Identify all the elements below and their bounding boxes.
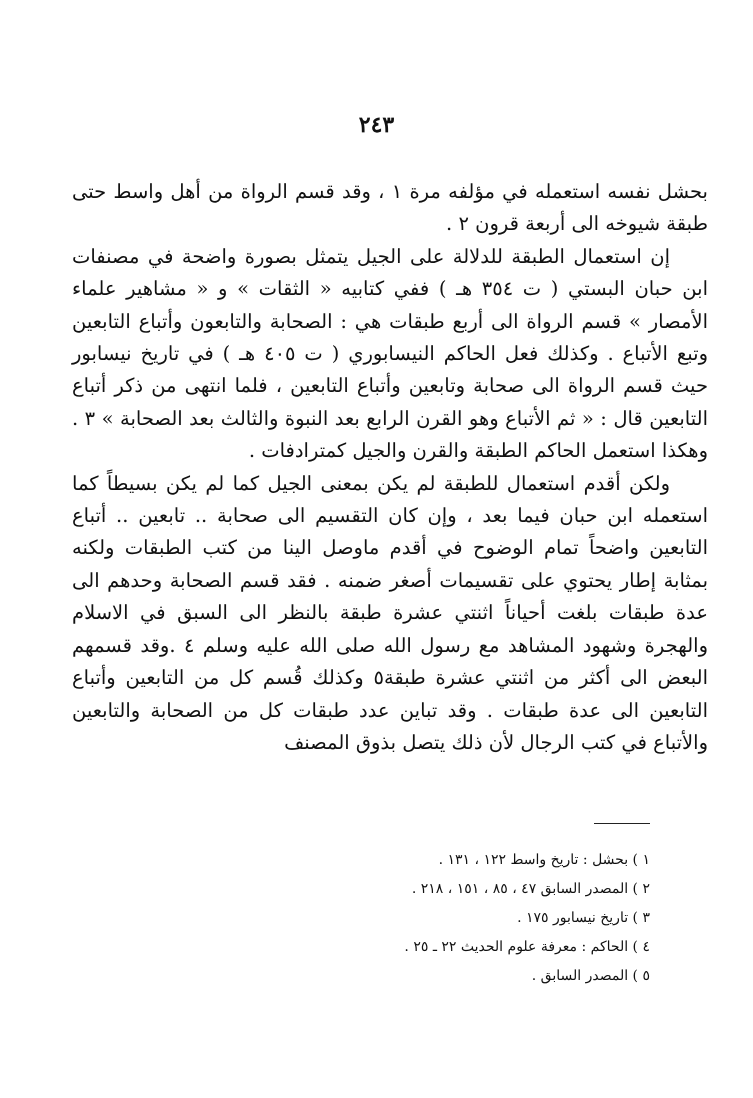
footnote: ٢ ) المصدر السابق ٤٧ ، ٨٥ ، ١٥١ ، ٢١٨ . bbox=[411, 881, 650, 897]
paragraph: ولكن أقدم استعمال للطبقة لم يكن بمعنى الجيل كما لم يكن بسيطاً كما استعمله ابن حبان فيما بعد ، وإن كان التقسيم الى صحابة .. تابعين .. أتباع التابعين واضحاً تمام الوضوح في أقدم ماوصل الينا من كتب الطبقات ولكنه بمثابة إطار يحتوي على تقسيمات أصغر ضمنه . فقد قسم الصحابة وحدهم الى عدة طبقات بلغت أحياناً اثنتي عشرة طبقة بالنظر الى السبق في الاسلام والهجرة وشهود المشاهد مع رسول الله صلى الله عليه وسلم ٤ .وقد قسمهم البعض الى أكثر من اثنتي عشرة طبقة٥ وكذلك قُسم كل من التابعين وأتباع التابعين الى عدة طبقات . وقد تباين عدد طبقات كل من الصحابة والتابعين والأتباع في كتب الرجال لأن ذلك يتصل بذوق المصنف bbox=[72, 471, 709, 754]
footnote: ٤ ) الحاكم : معرفة علوم الحديث ٢٢ ـ ٢٥ . bbox=[404, 939, 650, 955]
page-number: ٢٤٣ bbox=[358, 112, 395, 138]
footnote-divider bbox=[594, 823, 650, 824]
paragraph: إن استعمال الطبقة للدلالة على الجيل يتمثل بصورة واضحة في مصنفات ابن حبان البستي ( ت ٣٥٤ هـ ) ففي كتابيه « الثقات » و « مشاهير علماء الأمصار » قسم الرواة الى أربع طبقات هي : الصحابة والتابعون وأتباع التابعين وتبع الأتباع . وكذلك فعل الحاكم النيسابوري ( ت ٤٠٥ هـ ) في تاريخ نيسابور حيث قسم الرواة الى صحابة وتابعين وأتباع التابعين ، فلما انتهى من ذكر أتباع التابعين قال : « ثم الأتباع وهو القرن الرابع بعد النبوة والثالث بعد الصحابة » ٣ . وهكذا استعمل الحاكم الطبقة والقرن والجيل كمترادفات . bbox=[72, 244, 708, 463]
footnotes bbox=[150, 846, 650, 991]
footnote: ٣ ) تاريخ نيسابور ١٧٥ . bbox=[517, 910, 650, 926]
footnote: ٥ ) المصدر السابق . bbox=[531, 968, 650, 984]
footnote: ١ ) بحشل : تاريخ واسط ١٢٢ ، ١٣١ . bbox=[438, 852, 650, 868]
main-text bbox=[72, 176, 708, 759]
paragraph: بحشل نفسه استعمله في مؤلفه مرة ١ ، وقد قسم الرواة من أهل واسط حتى طبقة شيوخه الى أربعة قرون ٢ . bbox=[72, 180, 708, 236]
